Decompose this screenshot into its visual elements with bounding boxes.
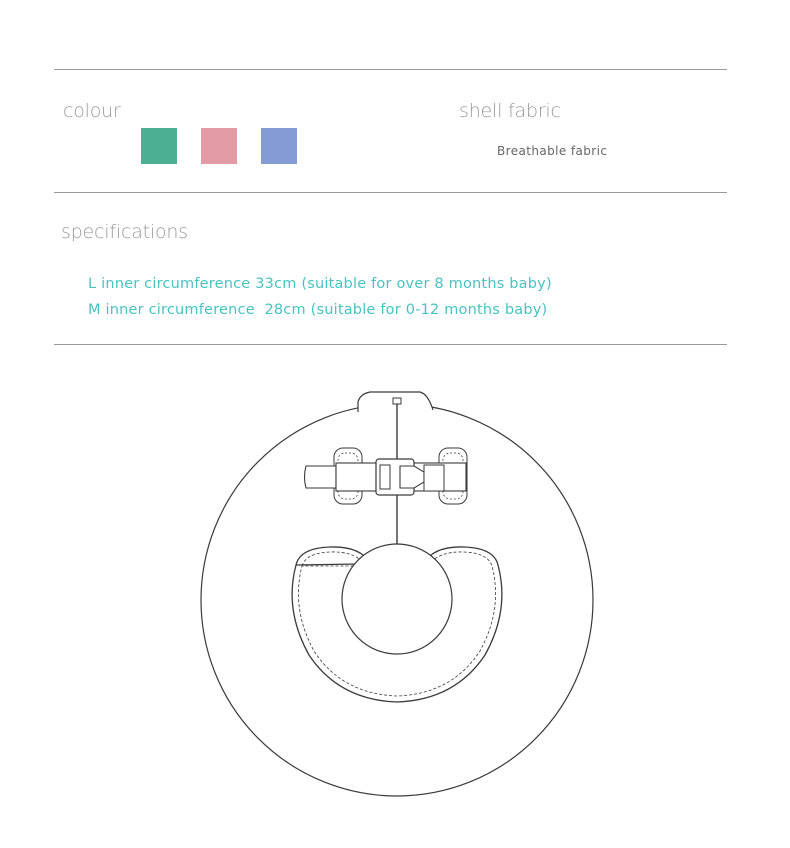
strap-left	[305, 466, 337, 488]
colour-label: colour	[63, 100, 121, 122]
shell-fabric-label: shell fabric	[459, 100, 561, 122]
spec-line-l: L inner circumference 33cm (suitable for over 8 months baby)	[88, 276, 552, 292]
strap-adjuster	[424, 465, 444, 491]
neck-hole	[342, 544, 452, 654]
shell-fabric-value: Breathable fabric	[497, 144, 608, 158]
buckle-prong	[400, 466, 424, 488]
spec-line-m: M inner circumference 28cm (suitable for 0-12 months baby)	[88, 302, 548, 318]
specifications-label: specifications	[61, 221, 188, 243]
valve-cap	[358, 392, 433, 412]
